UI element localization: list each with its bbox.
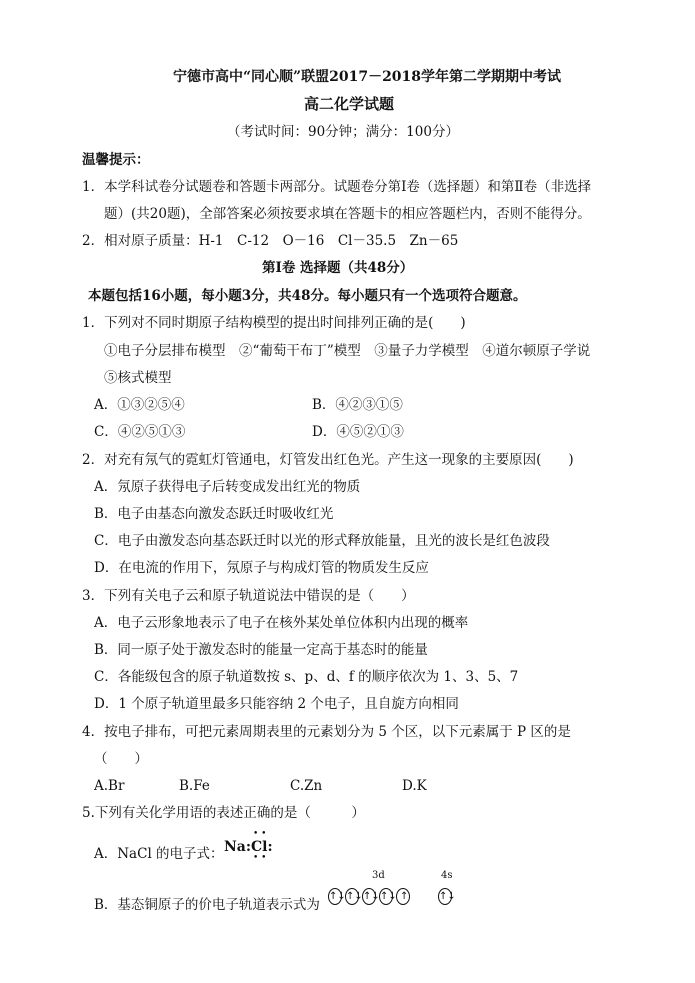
q1-items-cont: ⑤核式模型: [104, 370, 172, 386]
q3-option-c: C．各能级包含的原子轨道数按 s、p、d、f 的顺序依次为 1、3、5、7: [94, 669, 519, 685]
orbital-box: [379, 888, 397, 905]
exam-info: （考试时间：90分钟；满分：100分）: [227, 124, 459, 140]
q4-stem: 4．按电子排布，可把元素周期表里的元素划分为 5 个区，以下元素属于 P 区的是: [82, 724, 571, 740]
notice-item-1: 1．本学科试卷分试题卷和答题卡两部分。试题卷分第Ⅰ卷（选择题）和第Ⅱ卷（非选择: [82, 179, 592, 195]
q2-option-a: A．氖原子获得电子后转变成发出红光的物质: [94, 479, 361, 495]
nacl-formula-text: Na:Cl:: [224, 839, 273, 855]
orbital-box: [438, 888, 456, 905]
q2-option-d: D．在电流的作用下，氖原子与构成灯管的物质发生反应: [94, 560, 429, 576]
electron-pair-arrow: ↑↓: [329, 891, 346, 902]
q4-option-a: A.Br: [94, 778, 125, 794]
electron-pair-arrow: ↑↓: [439, 891, 456, 902]
section-instruction: 本题包括16小题，每小题3分，共48分。每小题只有一个选项符合题意。: [88, 288, 527, 304]
orbital-4s: [438, 888, 456, 906]
notice-item-1-cont: 题）(共20题)，全部答案必须按要求填在答题卡的相应答题栏内，否则不能得分。: [104, 206, 591, 222]
q2-stem: 2．对充有氖气的霓虹灯管通电，灯管发出红色光。产生这一现象的主要原因( ): [82, 452, 574, 468]
q4-option-d: D.K: [402, 778, 427, 794]
orbital-box: [396, 888, 410, 905]
q2-option-c: C．电子由激发态向基态跃迁时以光的形式释放能量，且光的波长是红色波段: [94, 533, 550, 549]
orbital-3d: [328, 888, 424, 906]
electron-pair-arrow: ↑↓: [380, 891, 397, 902]
q1-items: ①电子分层排布模型 ②“葡萄干布丁”模型 ③量子力学模型 ④道尔顿原子学说: [104, 343, 591, 359]
exam-title: 宁德市高中“同心顺”联盟2017－2018学年第二学期期中考试: [173, 69, 562, 85]
q3-stem: 3．下列有关电子云和原子轨道说法中错误的是（ ）: [82, 588, 415, 604]
q4-option-b: B.Fe: [179, 778, 210, 794]
q3-option-b: B．同一原子处于激发态时的能量一定高于基态时的能量: [94, 642, 428, 658]
orbital-box: [362, 888, 380, 905]
nacl-electron-formula: • • Na:Cl: • •: [224, 829, 273, 863]
section-title: 第Ⅰ卷 选择题（共48分）: [262, 260, 414, 276]
q1-option-d: D．④⑤②①③: [312, 424, 404, 440]
label-4s: 4s: [441, 870, 453, 881]
electron-pair-arrow: ↑↓: [346, 891, 363, 902]
q5-option-b: B．基态铜原子的价电子轨道表示式为: [94, 897, 320, 913]
electron-single-arrow: ↑: [400, 891, 409, 902]
notice-heading: 温馨提示：: [82, 152, 150, 168]
label-3d: 3d: [372, 870, 385, 881]
q1-option-b: B．④②③①⑤: [312, 397, 403, 413]
q2-option-b: B．电子由基态向激发态跃迁时吸收红光: [94, 506, 334, 522]
q5-stem: 5.下列有关化学用语的表述正确的是（ ）: [82, 805, 365, 821]
notice-item-2: 2．相对原子质量：H-1 C-12 O－16 Cl－35.5 Zn－65: [82, 233, 459, 249]
q3-option-a: A．电子云形象地表示了电子在核外某处单位体积内出现的概率: [94, 615, 469, 631]
q1-option-c: C．④②⑤①③: [94, 424, 186, 440]
q3-option-d: D．1 个原子轨道里最多只能容纳 2 个电子，且自旋方向相同: [94, 696, 459, 712]
q5-option-a: A．NaCl 的电子式：: [94, 846, 224, 862]
q4-paren: （ ）: [94, 751, 148, 767]
q1-option-a: A．①③②⑤④: [94, 397, 185, 413]
exam-subtitle: 高二化学试题: [304, 95, 395, 113]
q4-option-c: C.Zn: [290, 778, 323, 794]
orbital-box: [328, 888, 346, 905]
orbital-box: [345, 888, 363, 905]
q1-stem: 1．下列对不同时期原子结构模型的提出时间排列正确的是( ): [82, 315, 466, 331]
electron-pair-arrow: ↑↓: [363, 891, 380, 902]
